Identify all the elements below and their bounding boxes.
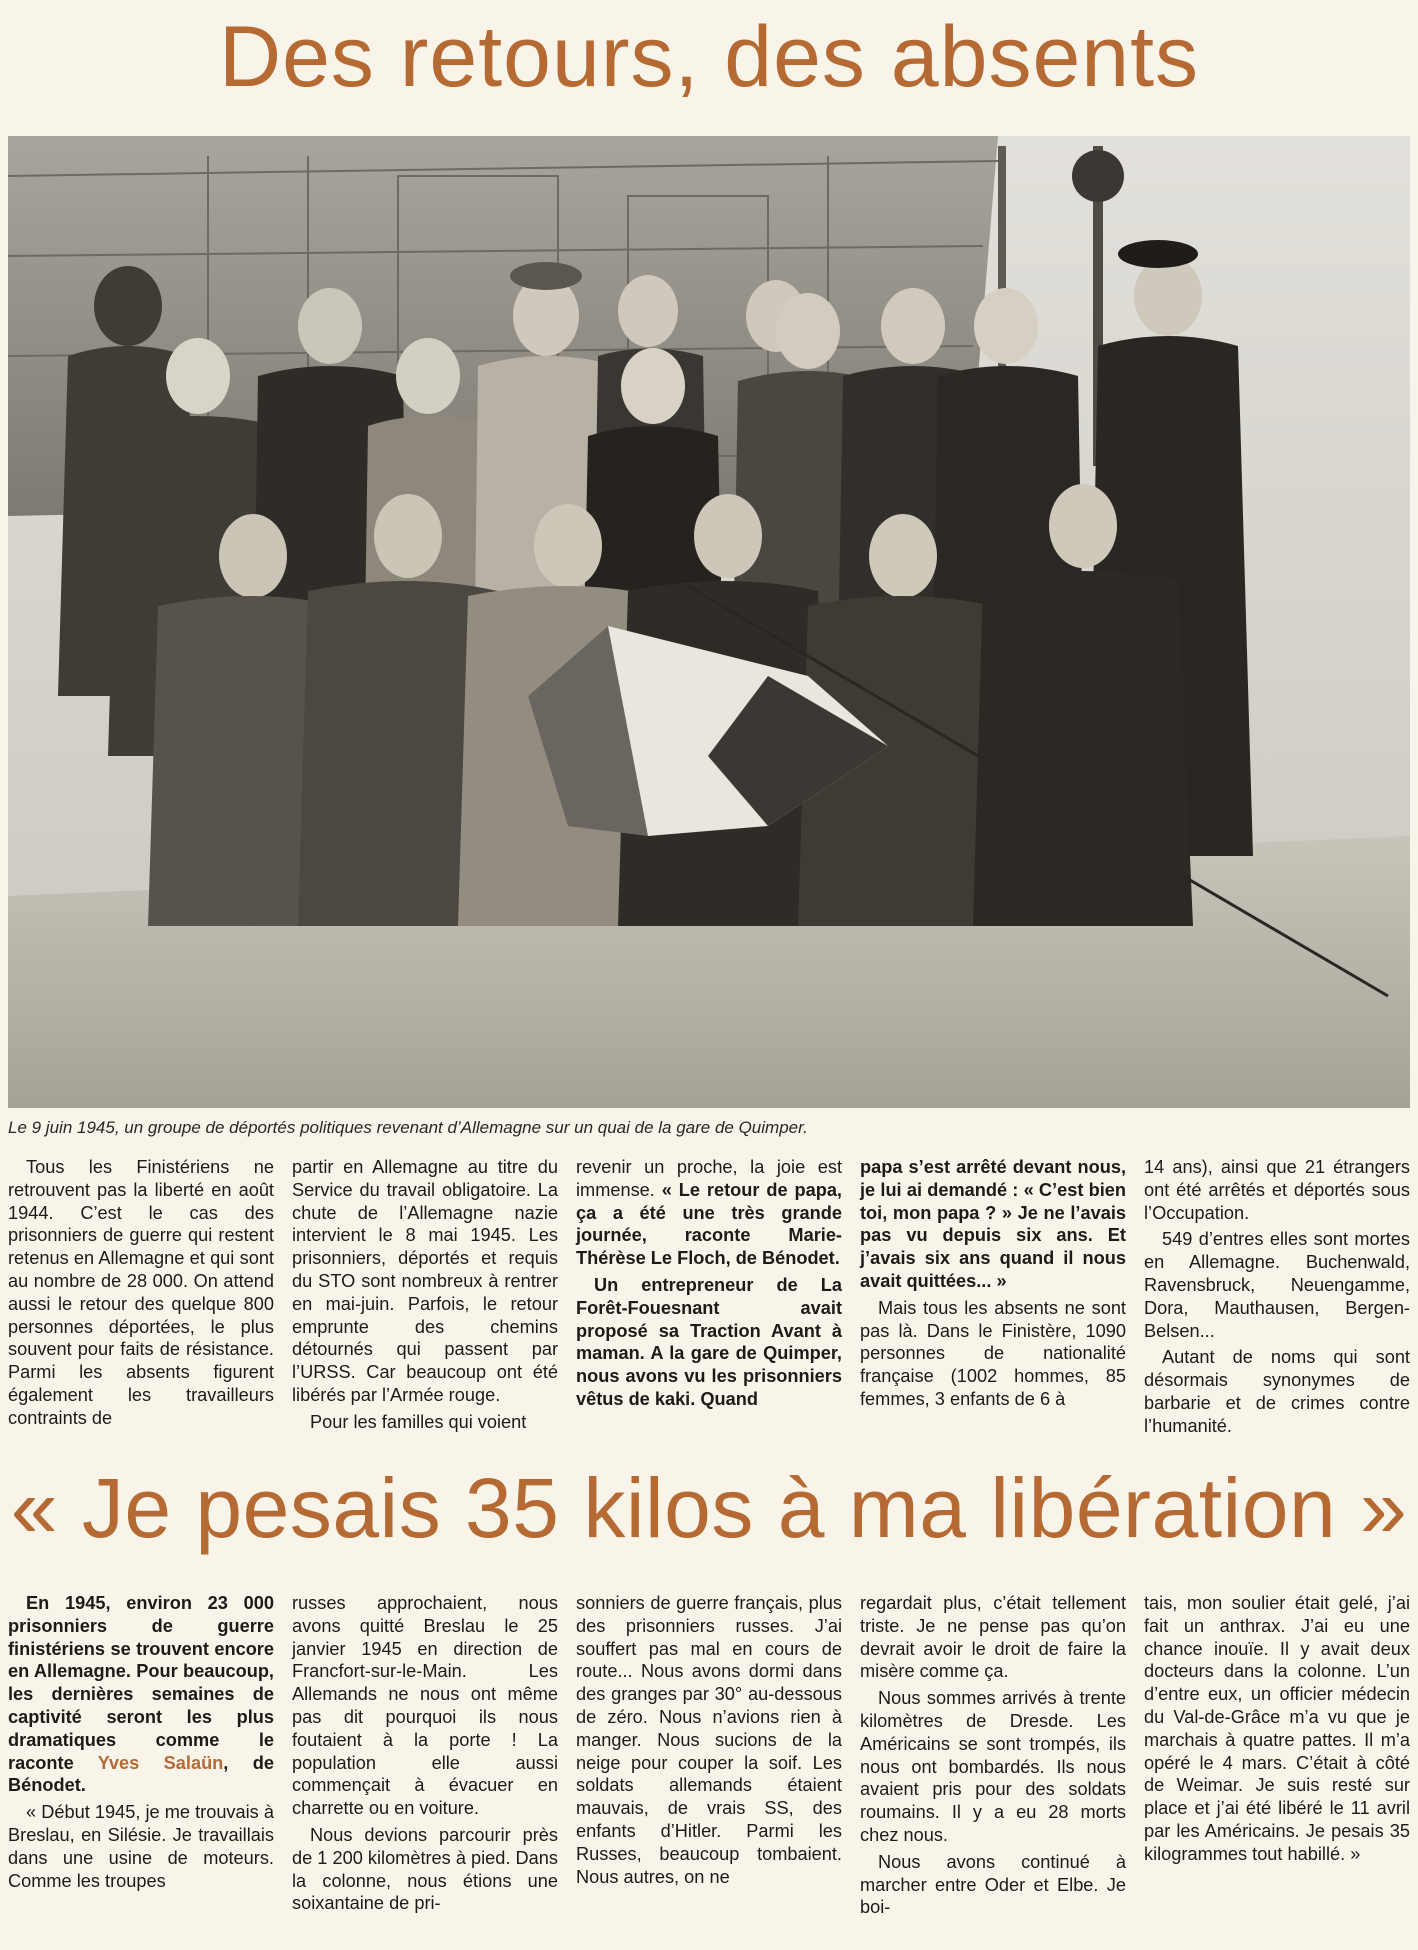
paragraph: regardait plus, c’était tellement triste. Je ne pense pas qu’on devrait avoir le droit de faire la misère comme ça. — [860, 1593, 1126, 1682]
paragraph: Autant de noms qui sont désormais synonymes de barbarie et de crimes contre l’humanité. — [1144, 1347, 1410, 1436]
interviewee-name: Yves Salaün — [97, 1752, 224, 1773]
paragraph: sonniers de guerre français, plus des prisonniers russes. J’ai souffert pas mal en cours de route... Nous avons dormi dans des granges par 30° au-dessous de zéro. Nous n’avions rien à manger. Nous sucions de la neige pour couper la soif. Les soldats allemands étaient mauvais, de vrais SS, des enfants d’Hitler. Parmi les Russes, beaucoup tombaient. Nous autres, on ne — [576, 1593, 842, 1887]
paragraph: Mais tous les absents ne sont pas là. Dans le Finistère, 1090 personnes de nationalité française (1002 hommes, 85 femmes, 3 enfants de 6 à — [860, 1297, 1126, 1409]
lead-paragraph — [8, 1592, 274, 1797]
paragraph — [576, 1156, 842, 1270]
article-salaun — [8, 1592, 1410, 1942]
article-retours-col-3 — [576, 1156, 842, 1441]
article-retours-col-2 — [292, 1156, 558, 1441]
lead-text-end: , de Bénodet. — [8, 1752, 274, 1796]
article-retours-col-4 — [860, 1156, 1126, 1441]
paragraph: Nous avons continué à marcher entre Oder et Elbe. Je boi- — [860, 1851, 1126, 1918]
paragraph: russes approchaient, nous avons quitté Breslau le 25 janvier 1945 en direction de Francfort-sur-le-Main. Les Allemands ne nous ont même pas dit pourquoi ils nous foutaient à la porte ! La population elle aussi commençait à évacuer en charrette ou en voiture. — [292, 1593, 558, 1819]
paragraph: Nous devions parcourir près de 1 200 kilomètres à pied. Dans la colonne, nous étions une soixantaine de pri- — [292, 1824, 558, 1914]
article-retours-col-1 — [8, 1156, 274, 1441]
lead-text: En 1945, environ 23 000 prisonniers de guerre finistériens se trouvent encore en Allemagne. Pour beaucoup, les dernières semaines de captivité seront les plus dramatiques comme le raconte — [8, 1593, 274, 1773]
quote-paragraph: Un entrepreneur de La Forêt-Fouesnant avait proposé sa Traction Avant à maman. A la gare de Quimper, nous avons vu les prisonniers vêtus de kaki. Quand — [576, 1274, 842, 1409]
article-salaun-col-2 — [292, 1592, 558, 1942]
headline-bottom: « Je pesais 35 kilos à ma libération » — [10, 1461, 1408, 1555]
group-photo — [8, 136, 1410, 1108]
paragraph: Nous sommes arrivés à trente kilomètres de Dresde. Les Américains se sont trompés, ils nous ont bombardés. Ils nous avaient pris pour des soldats roumains. Il y a eu 28 morts chez nous. — [860, 1688, 1126, 1845]
quote-text: « Le retour de papa, ça a été une très grande journée, raconte Marie-Thérèse Le Floch, de Bénodet. — [576, 1179, 842, 1269]
paragraph: Tous les Finistériens ne retrouvent pas la liberté en août 1944. C’est le cas des prisonniers de guerre qui restent retenus en Allemagne et qui sont au nombre de 28 000. On attend aussi le retour des quelque 800 personnes déportées, le plus souvent pour faits de résistance. Parmi les absents figurent également les travailleurs contraints de — [8, 1157, 274, 1428]
article-salaun-col-1 — [8, 1592, 274, 1942]
quote-paragraph: papa s’est arrêté devant nous, je lui ai demandé : « C’est bien toi, mon papa ? » Je ne l’avais pas vu depuis six ans. Et j’avais six ans quand il nous avait quittées... » — [860, 1157, 1126, 1291]
paragraph: partir en Allemagne au titre du Service du travail obligatoire. La chute de l’Allemagne nazie intervient le 8 mai 1945. Les prisonniers, déportés et requis du STO sont nombreux à rentrer en mai-juin. Parfois, le retour emprunte des chemins détournés qui passent par l’URSS. Car beaucoup ont été libérés par l’Armée rouge. — [292, 1157, 558, 1405]
photo-caption: Le 9 juin 1945, un groupe de déportés politiques revenant d’Allemagne sur un quai de la gare de Quimper. — [8, 1118, 808, 1137]
paragraph: « Début 1945, je me trouvais à Breslau, en Silésie. Je travaillais dans une usine de moteurs. Comme les troupes — [8, 1802, 274, 1891]
article-salaun-col-4 — [860, 1592, 1126, 1942]
paragraph-text: revenir un proche, la joie est immense. — [576, 1157, 842, 1200]
article-salaun-col-5 — [1144, 1592, 1410, 1942]
article-salaun-col-3 — [576, 1592, 842, 1942]
article-retours — [8, 1156, 1410, 1441]
paragraph: tais, mon soulier était gelé, j’ai fait un anthrax. J’ai eu une chance inouïe. Il y avait deux docteurs dans la colonne. L’un d’entre eux, un officier médecin du Val-de-Grâce m’a vu que je marchais à quatre pattes. Il m’a opéré le 4 mars. C’était à côté de Weimar. Je suis resté sur place et j’ai été libéré le 11 avril par les Américains. Je pesais 35 kilogrammes tout habillé. » — [1144, 1593, 1410, 1864]
article-retours-col-5 — [1144, 1156, 1410, 1441]
paragraph: Pour les familles qui voient — [310, 1411, 527, 1432]
paragraph: 14 ans), ainsi que 21 étrangers ont été arrêtés et déportés sous l’Occupation. — [1144, 1157, 1410, 1223]
paragraph: 549 d’entres elles sont mortes en Allemagne. Buchenwald, Ravensbruck, Neuengamme, Dora, Mauthausen, Bergen-Belsen... — [1144, 1229, 1410, 1341]
headline-top: Des retours, des absents — [218, 9, 1200, 105]
